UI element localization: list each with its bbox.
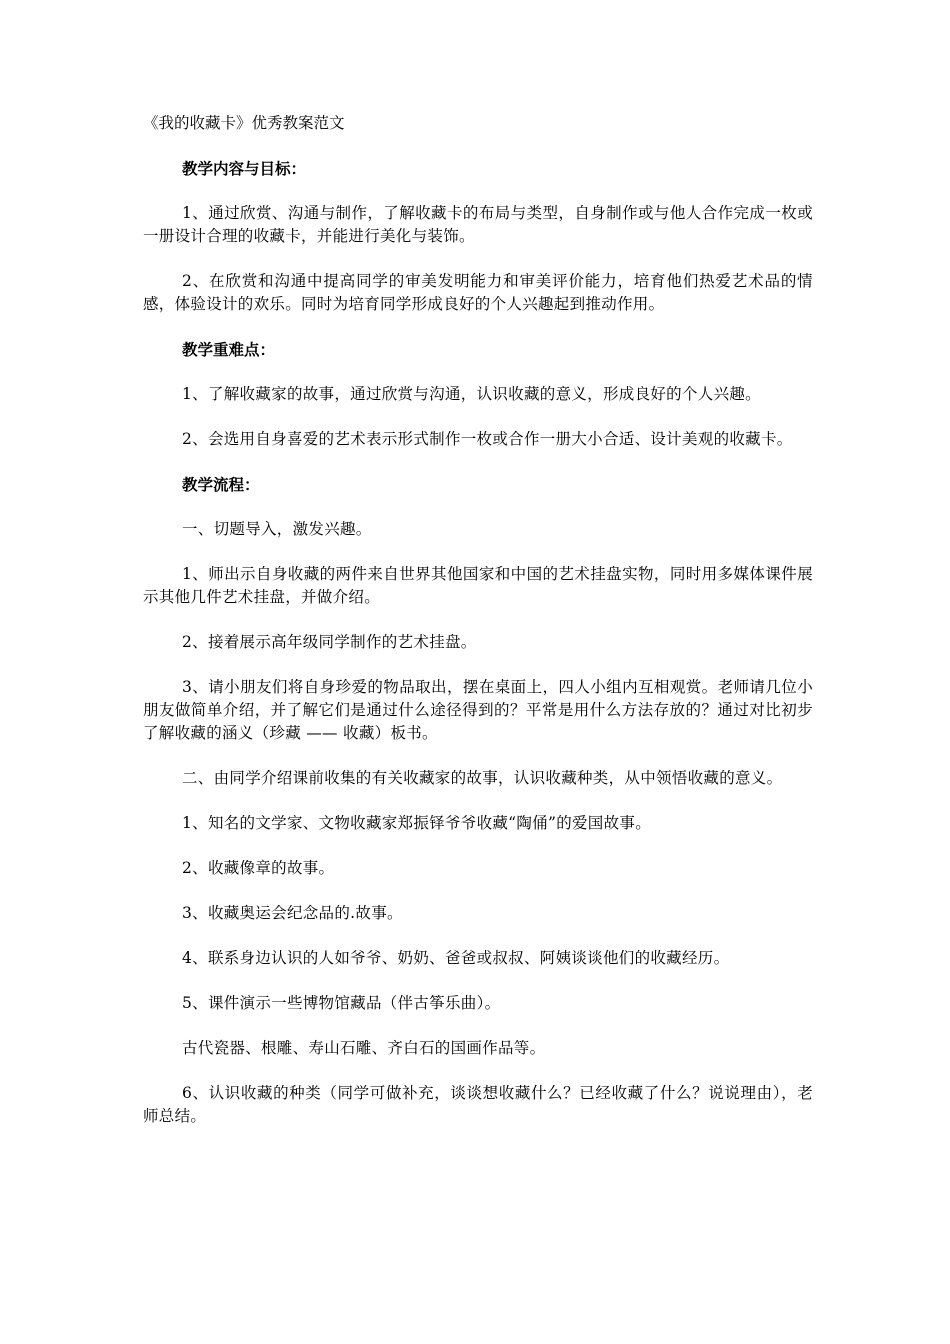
paragraph: 1、师出示自身收藏的两件来自世界其他国家和中国的艺术挂盘实物，同时用多媒体课件展示其他几件艺术挂盘，并做介绍。: [143, 565, 813, 606]
paragraph: 2、会选用自身喜爱的艺术表示形式制作一枚或合作一册大小合适、设计美观的收藏卡。: [182, 430, 793, 448]
section-heading: 教学流程：: [182, 475, 260, 494]
paragraph: 2、收藏像章的故事。: [182, 859, 335, 877]
document-page: [143, 112, 813, 1150]
paragraph: 2、接着展示高年级同学制作的艺术挂盘。: [182, 633, 477, 651]
paragraph: 一、切题导入，激发兴趣。: [182, 520, 372, 538]
paragraph: 6、认识收藏的种类（同学可做补充，谈谈想收藏什么？已经收藏了什么？说说理由），老师总结。: [143, 1084, 813, 1125]
paragraph: 二、由同学介绍课前收集的有关收藏家的故事，认识收藏种类，从中领悟收藏的意义。: [182, 769, 783, 787]
document-title: 《我的收藏卡》优秀教案范文: [143, 114, 345, 132]
paragraph: 4、联系身边认识的人如爷爷、奶奶、爸爸或叔叔、阿姨谈谈他们的收藏经历。: [182, 949, 730, 967]
paragraph: 古代瓷器、根雕、寿山石雕、齐白石的国画作品等。: [182, 1039, 546, 1057]
paragraph: 1、了解收藏家的故事，通过欣赏与沟通，认识收藏的意义，形成良好的个人兴趣。: [182, 385, 761, 403]
section-heading: 教学重难点：: [182, 340, 276, 359]
paragraph: 3、请小朋友们将自身珍爱的物品取出，摆在桌面上，四人小组内互相观赏。老师请几位小朋友做简单介绍，并了解它们是通过什么途径得到的？平常是用什么方法存放的？通过对比初步了解收藏的涵义（珍藏 —— 收藏）板书。: [143, 678, 813, 742]
section-heading: 教学内容与目标：: [182, 159, 307, 178]
paragraph: 2、在欣赏和沟通中提高同学的审美发明能力和审美评价能力，培育他们热爱艺术品的情感，体验设计的欢乐。同时为培育同学形成良好的个人兴趣起到推动作用。: [143, 272, 813, 313]
paragraph: 3、收藏奥运会纪念品的.故事。: [182, 904, 403, 922]
paragraph: 1、知名的文学家、文物收藏家郑振铎爷爷收藏“陶俑”的爱国故事。: [182, 814, 652, 832]
paragraph: 1、通过欣赏、沟通与制作，了解收藏卡的布局与类型，自身制作或与他人合作完成一枚或一册设计合理的收藏卡，并能进行美化与装饰。: [143, 204, 813, 245]
paragraph: 5、课件演示一些博物馆藏品（伴古筝乐曲）。: [182, 994, 501, 1012]
